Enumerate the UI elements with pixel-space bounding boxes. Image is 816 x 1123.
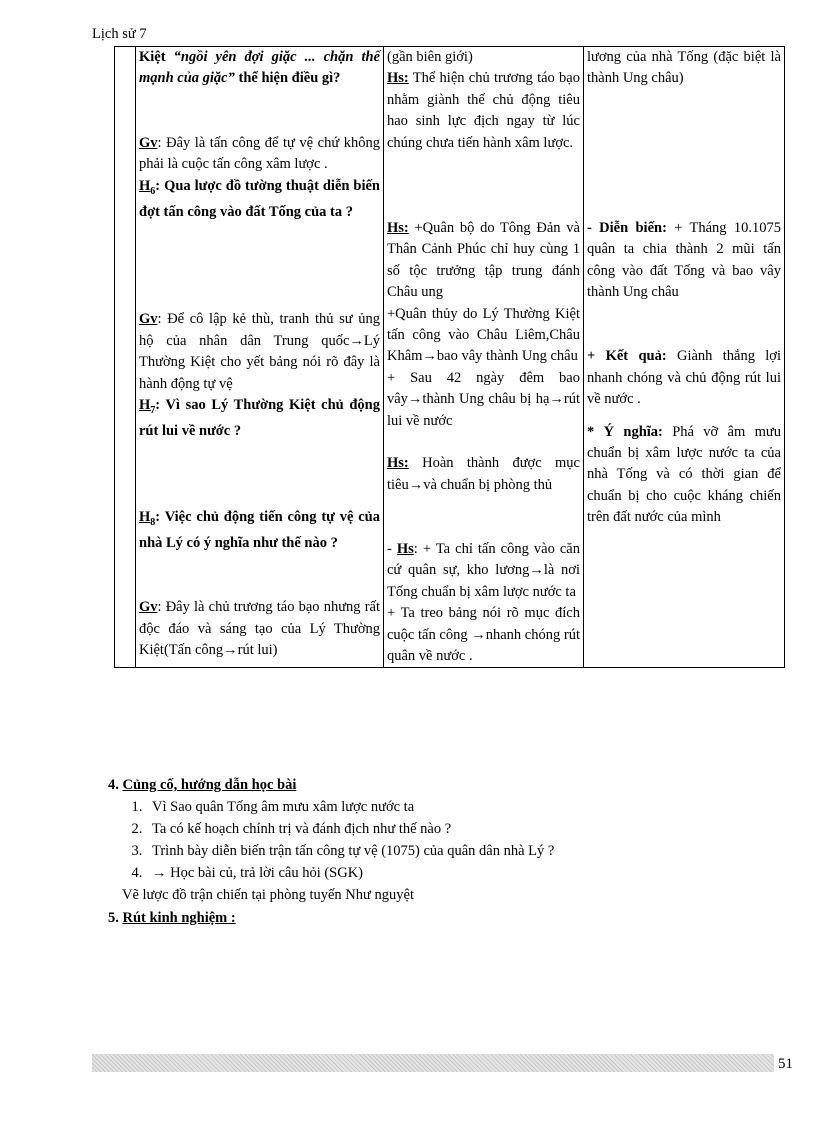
student-answer: Hs: +Quân bộ do Tông Đản và Thân Cảnh Phúc chỉ huy cùng 1 số tộc trưởng tập trung đánh Châu ung bbox=[387, 220, 580, 301]
table-row bbox=[115, 47, 785, 668]
list-item: 3. Trình bày diễn biến trận tấn công tự vệ (1075) của quân dân nhà Lý ? bbox=[146, 840, 768, 862]
question-h6: $H_6$: Qua lược đồ tường thuật diễn biến đợt tấn công vào đất Tống của ta ? bbox=[139, 177, 380, 220]
teacher-note: Gv: Đây là chủ trương táo bạo nhưng rất độc đáo và sáng tạo của Lý Thường Kiệt(Tấn công→rút lui) bbox=[139, 599, 380, 659]
teacher-note: Gv: Đây là tấn công để tự vệ chứ không phải là cuộc tấn công xâm lược . bbox=[139, 134, 380, 173]
content-text: lương của nhà Tống (đặc biệt là thành Ung châu) bbox=[587, 49, 781, 87]
student-text: (gần biên giới) bbox=[387, 49, 473, 65]
page-header: Lịch sử 7 bbox=[92, 26, 147, 42]
homework-line: Vẽ lược đồ trận chiến tại phòng tuyến Như nguyệt bbox=[122, 887, 414, 903]
teacher-note: Gv: Để cô lập kẻ thù, tranh thủ sư ủng hộ của nhân dân Trung quốc→Lý Thường Kiệt cho yết bảng nói rõ đây là hành động tự vệ bbox=[139, 311, 380, 392]
content-cell bbox=[584, 47, 785, 668]
question-h8: $H_8$: Việc chủ động tiến công tự vệ của nhà Lý có ý nghĩa như thế nào ? bbox=[139, 508, 380, 551]
content-ynghia: * Ý nghĩa: Phá vỡ âm mưu chuẩn bị xâm lược nước ta của nhà Tống và có thời gian để chuẩn bị cho cuộc kháng chiến trên đất nước của mình bbox=[587, 423, 781, 526]
teacher-activity-cell bbox=[136, 47, 384, 668]
question-paragraph: Kiệt “ngồi yên đợi giặc ... chặn thế mạnh của giặc” thể hiện điều gì? bbox=[139, 49, 380, 87]
review-list bbox=[108, 796, 768, 884]
page-number: 51 bbox=[778, 1056, 793, 1072]
student-text: +Quân thủy do Lý Thường Kiệt tấn công vào Châu Liêm,Châu Khâm→bao vây thành Ung châu bbox=[387, 305, 580, 365]
question-h7: $H_7$: Vì sao Lý Thường Kiệt chủ động rút lui về nước ? bbox=[139, 396, 380, 440]
section-5-title: 5. Rút kinh nghiệm : bbox=[108, 910, 236, 926]
content-ketqua: + Kết quả: Giành thắng lợi nhanh chóng và chủ động rút lui về nước . bbox=[587, 348, 781, 408]
lesson-footer bbox=[108, 774, 768, 929]
student-text: + Ta treo bảng nói rõ mục đích cuộc tấn công →nhanh chóng rút quân về nước . bbox=[387, 605, 580, 664]
section-4-title: 4. Củng cố, hướng dẫn học bài bbox=[108, 777, 297, 793]
student-text: + Sau 42 ngày đêm bao vây→thành Ung châu bị hạ→rút lui về nước bbox=[387, 369, 580, 429]
footer-bar bbox=[92, 1054, 774, 1072]
student-answer: Hs: Thể hiện chủ trương táo bạo nhằm giành thế chủ động tiêu hao sinh lực địch ngay từ lúc chúng chưa tiến hành xâm lược. bbox=[387, 70, 580, 151]
blank-column-cell bbox=[115, 47, 136, 668]
list-item: 1. Vì Sao quân Tống âm mưu xâm lược nước ta bbox=[146, 796, 768, 818]
content-dienbien: - Diễn biến: + Tháng 10.1075 quân ta chia thành 2 mũi tấn công vào đất Tống và bao vây thành Ung châu bbox=[587, 219, 781, 301]
student-activity-cell bbox=[384, 47, 584, 668]
student-answer: - Hs: + Ta chỉ tấn công vào căn cứ quân sự, kho lương→là nơi Tống chuẩn bị xâm lược nước ta bbox=[387, 540, 580, 600]
list-item: 2. Ta có kế hoạch chính trị và đánh địch như thế nào ? bbox=[146, 818, 768, 840]
list-item: 4. → Học bài củ, trả lời câu hỏi (SGK) bbox=[146, 862, 768, 884]
lesson-table bbox=[114, 46, 785, 668]
student-answer: Hs: Hoàn thành được mục tiêu→và chuẩn bị phòng thủ bbox=[387, 455, 580, 493]
